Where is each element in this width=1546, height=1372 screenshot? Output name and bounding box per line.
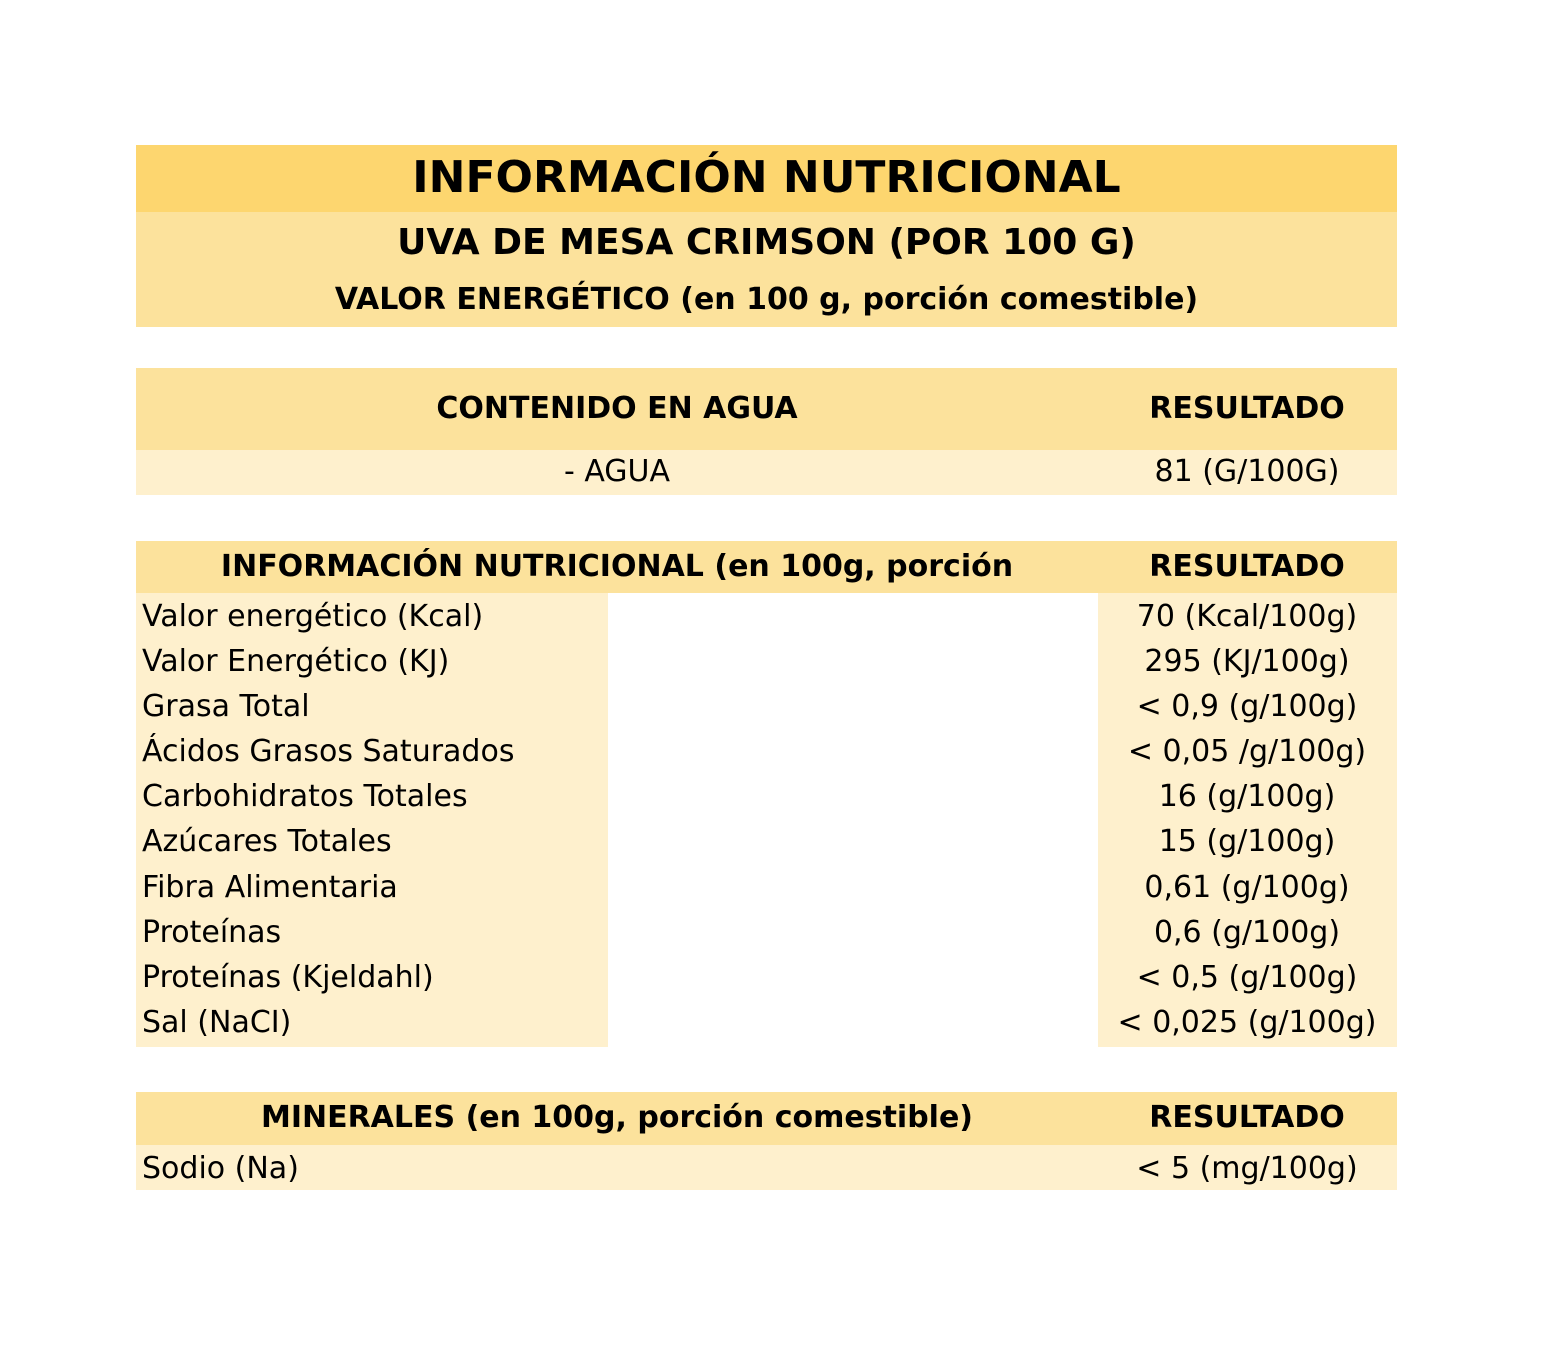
nutrient-label: Valor Energético (KJ)	[142, 644, 450, 679]
nutrition-column-result: RESULTADO	[1149, 549, 1345, 584]
nutrient-label: Proteínas (Kjeldahl)	[142, 960, 434, 995]
nutrient-label: Grasa Total	[142, 689, 310, 724]
water-row-label: - AGUA	[563, 454, 671, 489]
mineral-label: Sodio (Na)	[142, 1151, 299, 1186]
nutrient-label: Carbohidratos Totales	[142, 779, 468, 814]
nutrient-label: Azúcares Totales	[142, 824, 392, 859]
page-title: INFORMACIÓN NUTRICIONAL	[412, 152, 1121, 203]
nutrient-value: 15 (g/100g)	[1158, 824, 1336, 859]
water-column-result: RESULTADO	[1149, 391, 1345, 426]
nutrition-column-label: INFORMACIÓN NUTRICIONAL (en 100g, porción	[220, 549, 1014, 584]
nutrient-label: Valor energético (Kcal)	[142, 599, 484, 634]
minerals-column-label: MINERALES (en 100g, porción comestible)	[260, 1100, 974, 1135]
nutrient-value: 16 (g/100g)	[1158, 779, 1336, 814]
nutrient-value: 0,6 (g/100g)	[1153, 915, 1341, 950]
nutrient-value: < 0,025 (g/100g)	[1117, 1005, 1377, 1040]
water-column-label: CONTENIDO EN AGUA	[436, 391, 798, 426]
minerals-column-result: RESULTADO	[1149, 1100, 1345, 1135]
water-row-value: 81 (G/100G)	[1154, 454, 1340, 489]
nutrient-value: 70 (Kcal/100g)	[1136, 599, 1358, 634]
nutrient-value: < 0,05 /g/100g)	[1127, 734, 1367, 769]
nutrient-label: Sal (NaCI)	[142, 1005, 292, 1040]
nutrient-label: Ácidos Grasos Saturados	[142, 734, 515, 769]
nutrient-value: < 0,5 (g/100g)	[1136, 960, 1358, 995]
nutrient-value: 0,61 (g/100g)	[1144, 870, 1350, 905]
nutrient-value: < 0,9 (g/100g)	[1136, 689, 1358, 724]
energy-heading: VALOR ENERGÉTICO (en 100 g, porción comestible)	[334, 282, 1199, 317]
product-subtitle: UVA DE MESA CRIMSON (POR 100 G)	[397, 222, 1136, 263]
nutrient-label: Fibra Alimentaria	[142, 870, 398, 905]
nutrient-value: 295 (KJ/100g)	[1144, 644, 1350, 679]
mineral-value: < 5 (mg/100g)	[1136, 1151, 1358, 1186]
nutrient-label: Proteínas	[142, 915, 282, 950]
